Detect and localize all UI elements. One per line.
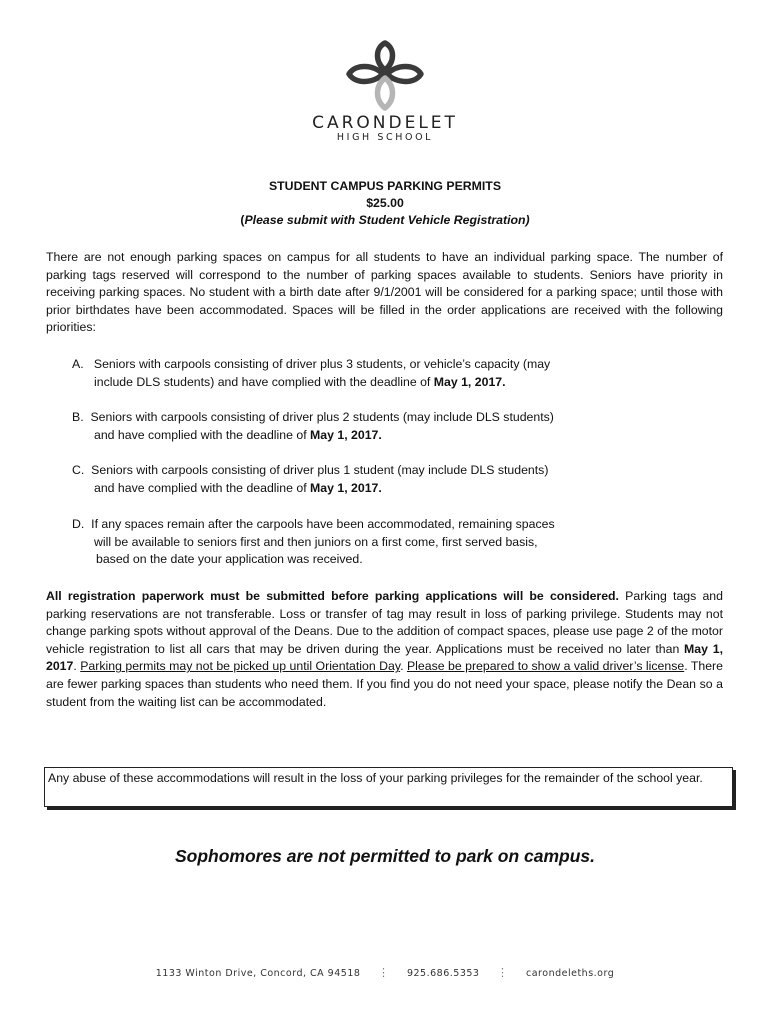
document-title: STUDENT CAMPUS PARKING PERMITS bbox=[268, 179, 502, 193]
submission-note: (Please submit with Student Vehicle Registration) bbox=[240, 213, 530, 227]
sophomore-notice: Sophomores are not permitted to park on campus. bbox=[174, 846, 596, 866]
footer-phone: 925.686.5353 bbox=[406, 968, 480, 979]
document-heading bbox=[0, 178, 770, 229]
priority-item: C. Seniors with carpools consisting of driver plus 1 student (may include DLS students) and have complied with the deadline of May 1, 2017. bbox=[72, 463, 549, 495]
abuse-notice-box: Any abuse of these accommodations will result in the loss of your parking privileges for the remainder of the school year. bbox=[44, 767, 733, 807]
footer-contact bbox=[0, 966, 770, 979]
priority-item: A. Seniors with carpools consisting of driver plus 3 students, or vehicle’s capacity (may include DLS students) and have complied with the deadline of May 1, 2017. bbox=[72, 357, 551, 389]
school-subtitle: HIGH SCHOOL bbox=[336, 132, 434, 143]
footer-separator: ⋮ bbox=[377, 966, 390, 979]
school-logo bbox=[0, 40, 770, 144]
priority-item: D. If any spaces remain after the carpools have been accommodated, remaining spaces will be available to seniors first and then juniors on a first come, first served basis, based on the date your application was received. bbox=[72, 517, 555, 567]
footer-address: 1133 Winton Drive, Concord, CA 94518 bbox=[155, 968, 361, 979]
rules-paragraph: All registration paperwork must be submitted before parking applications will be considered. Parking tags and parking reservations are not transferable. Loss or transfer of tag may result in loss of parking privilege. Students may not change parking spots without approval of the Deans. Due to the addition of compact spaces, please use page 2 of the motor vehicle registration to list all cars that may be driven during the year. Applications must be received no later than May 1, 2017. Parking permits may not be picked up until Orientation Day. Please be prepared to show a valid driver’s license. There are fewer parking spaces than students who need them. If you find you do not need your space, please notify the Dean so a student from the waiting list can be accommodated. bbox=[46, 589, 723, 709]
permit-price: $25.00 bbox=[366, 196, 404, 210]
school-name: CARONDELET bbox=[312, 113, 458, 133]
footer-separator: ⋮ bbox=[496, 966, 509, 979]
quatrefoil-cross-icon bbox=[345, 40, 425, 112]
priority-item: B. Seniors with carpools consisting of driver plus 2 students (may include DLS students) and have complied with the deadline of May 1, 2017. bbox=[72, 410, 554, 442]
intro-paragraph: There are not enough parking spaces on campus for all students to have an individual parking space. The number of parking tags reserved will correspond to the number of parking spaces available to students. Seniors have priority in receiving parking spaces. No student with a birth date after 9/1/2001 will be considered for a parking space; until those with prior birthdates have been accommodated. Spaces will be filled in the order applications are received with the following priorities: bbox=[46, 250, 723, 335]
footer-website[interactable]: carondeleths.org bbox=[526, 968, 615, 979]
